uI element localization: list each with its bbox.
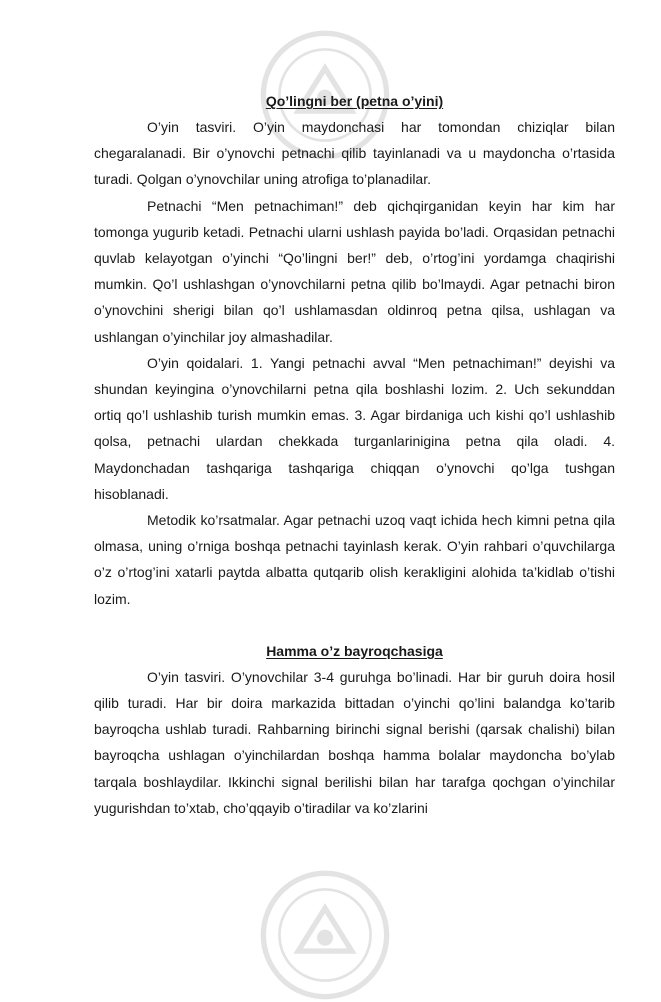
document-body	[94, 88, 615, 821]
paragraph: O’yin tasviri. O’ynovchilar 3-4 guruhga bo’linadi. Har bir guruh doira hosil qilib turadi. Har bir doira markazida bittadan o’yinchi qo’lini balandga ko’tarib bayroqcha ushlab turadi. Rahbarning birinchi signal berishi (qarsak chalishi) bilan bayroqcha ushlagan o’yinchilardan boshqa hamma bolalar maydoncha bo’ylab tarqala boshlaydilar. Ikkinchi signal berilishi bilan har tarafga qochgan o’yinchilar yugurishdan to’xtab, cho’qqayib o’tiradilar va ko’zlarini	[94, 668, 615, 816]
section-heading-hamma-oz-bayroqchasiga: Hamma o’z bayroqchasiga	[266, 642, 443, 659]
paragraph: O’yin tasviri. O’yin maydonchasi har tomondan chiziqlar bilan chegaralanadi. Bir o’ynovchi petnachi qilib tayinlanadi va u maydoncha o’rtasida turadi. Qolgan o’ynovchilar uning atrofiga to’planadilar.	[94, 119, 615, 188]
paragraph: Petnachi “Men petnachiman!” deb qichqirganidan keyin har kim har tomonga yugurib ketadi. Petnachi ularni ushlash payida bo’ladi. Orqasidan petnachi quvlab kelayotgan o’yinchi “Qo’lingni ber!” deb, o’rtog’ini yordamga chaqirishi mumkin. Qo’l ushlashgan o’ynovchilarni petna qilib bo’lmaydi. Agar petnachi biron o’ynovchini sherigi bilan qo’l ushlamasdan oldinroq petna qilsa, ushlagan va ushlangan o’yinchilar joy almashadilar.	[94, 197, 615, 345]
section-spacer	[94, 612, 615, 638]
paragraph: O’yin qoidalari. 1. Yangi petnachi avval “Men petnachiman!” deyishi va shundan keyingina o’ynovchilarni petna qila boshlashi lozim. 2. Uch sekunddan ortiq qo’l ushlashib turish mumkin emas. 3. Agar birdaniga uch kishi qo’l ushlashib qolsa, petnachi ulardan chekkada turganlarinigina petna qila oladi. 4. Maydonchadan tashqariga tashqariga chiqqan o’ynovchi qo’lga tushgan hisoblanadi.	[94, 354, 615, 502]
section-heading-qolingni-ber: Qo’lingni ber (petna o’yini)	[265, 93, 444, 109]
paragraph: Metodik ko’rsatmalar. Agar petnachi uzoq vaqt ichida hech kimni petna qila olmasa, uning o’rniga boshqa petnachi tayinlash kerak. O’yin rahbari o’quvchilarga o’z o’rtog’ini xatarli paytda albatta qutqarib olish kerakligini alohida ta’kidlab o’tishi lozim.	[94, 512, 615, 607]
watermark-logo-icon	[258, 868, 392, 1002]
